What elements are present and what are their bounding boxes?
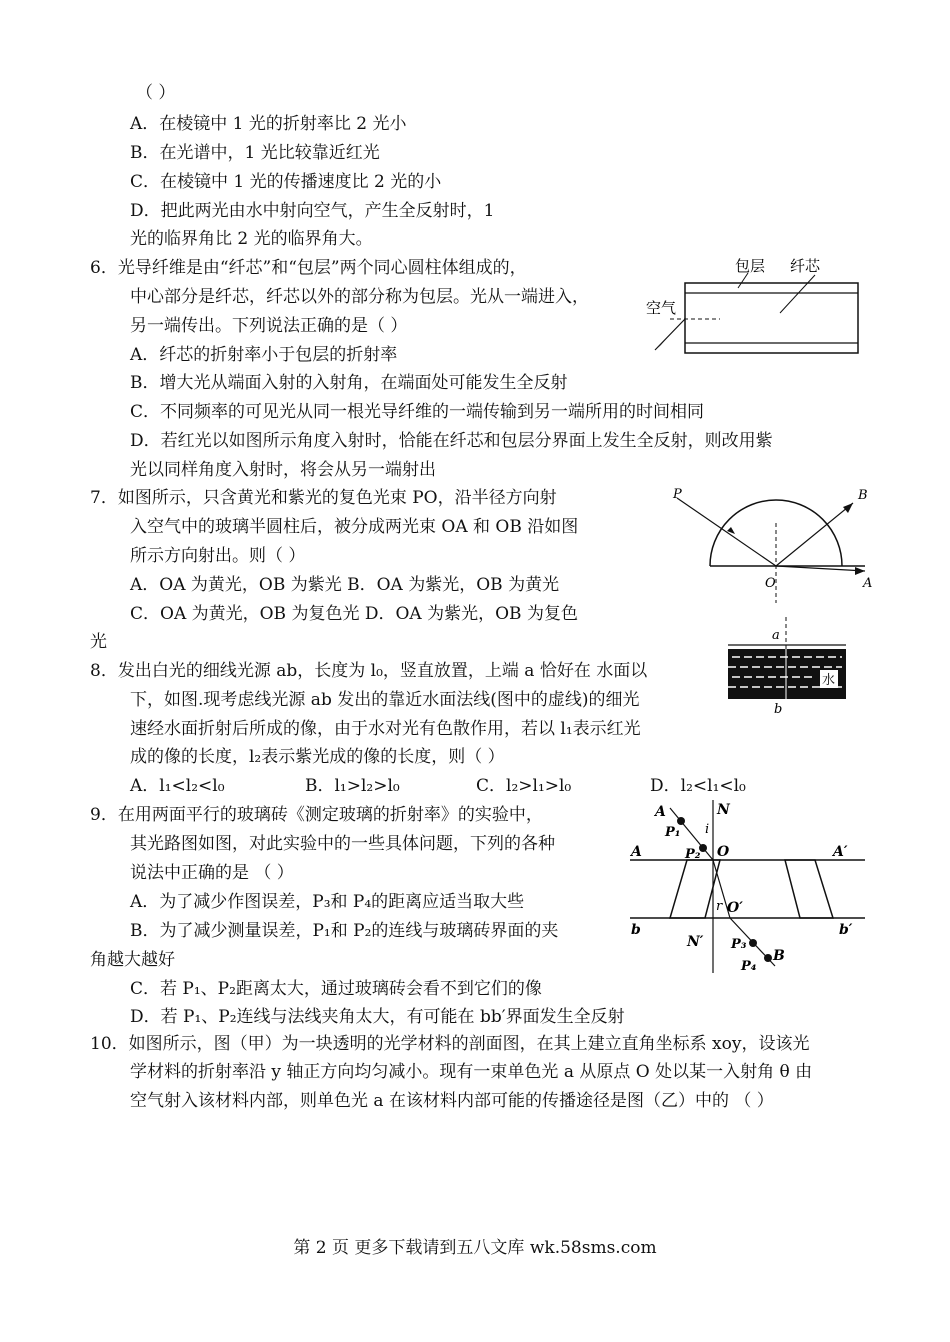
glass-label-P4: P₄ — [741, 959, 757, 974]
glass-label-N-prime: N′ — [687, 934, 704, 950]
q9-stem-line2: 其光路图如图，对此实验中的一些具体问题，下列的各种 — [130, 834, 555, 854]
ray-PO — [677, 498, 776, 566]
q8-option-d: D．l₂<l₁<l₀ — [650, 776, 746, 796]
q8-option-b: B．l₁>l₂>l₀ — [305, 776, 400, 796]
semicylinder-label-B: B — [858, 488, 868, 503]
q5-option-b: B．在光谱中，1 光比较靠近红光 — [130, 143, 380, 163]
q6-stem-line2: 中心部分是纤芯，纤芯以外的部分称为包层。光从一端进入， — [130, 287, 589, 307]
q5-option-c: C．在棱镜中 1 光的传播速度比 2 光的小 — [130, 172, 442, 192]
q7-stem-line2: 入空气中的玻璃半圆柱后，被分成两光束 OA 和 OB 沿如图 — [130, 517, 579, 537]
q9-option-a: A．为了减少作图误差，P₃和 P₄的距离应适当取大些 — [130, 892, 525, 912]
q9-option-b-line2: 角越大越好 — [90, 950, 175, 970]
q5-option-a: A．在棱镜中 1 光的折射率比 2 光小 — [130, 114, 407, 134]
q8-stem-line1: 8．发出白光的细线光源 ab，长度为 l₀，竖直放置，上端 a 恰好在 水面以 — [90, 661, 648, 681]
glass-label-A-left: A — [631, 844, 642, 860]
pin-P3 — [749, 939, 757, 947]
q6-option-b: B．增大光从端面入射的入射角，在端面处可能发生全反射 — [130, 373, 568, 393]
q6-option-a: A．纤芯的折射率小于包层的折射率 — [130, 345, 398, 365]
cladding-pointer-line — [738, 273, 748, 288]
q7-options-cd-tail: 光 — [90, 632, 107, 652]
optical-fiber-figure — [640, 255, 870, 360]
q9-option-c: C．若 P₁、P₂距离太大，通过玻璃砖会看不到它们的像 — [130, 979, 542, 999]
q9-option-b-line1: B．为了减少测量误差，P₁和 P₂的连线与玻璃砖界面的夹 — [130, 921, 559, 941]
glass-label-A-top: A — [655, 804, 666, 820]
q7-stem-line1: 7．如图所示，只含黄光和紫光的复色光束 PO，沿半径方向射 — [90, 488, 557, 508]
incident-ray-arrowhead — [658, 338, 667, 348]
q8-option-c: C．l₂>l₁>l₀ — [476, 776, 572, 796]
glass-label-r: r — [716, 899, 723, 914]
glass-label-b-prime: b′ — [839, 922, 853, 938]
line-source-label-b: b — [774, 702, 783, 715]
fiber-label-cladding: 包层 — [735, 257, 766, 275]
q8-stem-line4: 成的像的长度，l₂表示紫光成的像的长度，则（ ） — [130, 747, 505, 767]
water-line-source-figure — [726, 615, 848, 715]
q8-option-a: A．l₁<l₂<l₀ — [130, 776, 225, 796]
q10-stem-line2: 学材料的折射率沿 y 轴正方向均匀减小。现有一束单色光 a 从原点 O 处以某一入射角 θ 由 — [130, 1062, 813, 1082]
glass-label-A-prime: A′ — [833, 844, 848, 860]
q6-stem-line1: 6．光导纤维是由“纤芯”和“包层”两个同心圆柱体组成的， — [90, 258, 527, 278]
q10-stem-line3: 空气射入该材料内部，则单色光 a 在该材料内部可能的传播途径是图（乙）中的 （ ） — [130, 1091, 774, 1111]
q7-stem-line3: 所示方向射出。则（ ） — [130, 546, 306, 566]
q6-option-d-line2: 光以同样角度入射时，将会从另一端射出 — [130, 460, 436, 480]
pin-P4 — [764, 954, 772, 962]
q7-options-ab: A．OA 为黄光，OB 为紫光 B．OA 为紫光，OB 为黄光 — [130, 575, 560, 595]
glass-block-right-end — [785, 860, 833, 918]
fiber-label-core: 纤芯 — [790, 257, 821, 275]
q9-stem-line3: 说法中正确的是 （ ） — [130, 863, 294, 883]
q10-stem-line1: 10．如图所示，图（甲）为一块透明的光学材料的剖面图，在其上建立直角坐标系 xoy，设该光 — [90, 1034, 810, 1054]
q8-stem-line3: 速经水面折射后所成的像，由于水对光有色散作用，若以 l₁表示红光 — [130, 719, 641, 739]
q6-option-d-line1: D．若红光以如图所示角度入射时，恰能在纤芯和包层分界面上发生全反射，则改用紫 — [130, 431, 773, 451]
semicylinder-label-P: P — [673, 487, 682, 502]
q5-option-d-line2: 光的临界角比 2 光的临界角大。 — [130, 229, 373, 249]
glass-label-N: N — [717, 802, 730, 818]
semicylinder-figure — [665, 483, 880, 608]
glass-label-O: O — [717, 844, 730, 860]
q8-stem-line2: 下，如图.现考虑线光源 ab 发出的靠近水面法线(图中的虚线)的细光 — [130, 690, 640, 710]
incident-ray — [655, 319, 685, 350]
fiber-label-air: 空气 — [646, 299, 677, 317]
semicylinder-label-O: O — [765, 576, 776, 591]
q5-option-d-line1: D．把此两光由水中射向空气，产生全反射时，1 — [130, 201, 495, 221]
page-footer: 第 2 页 更多下载请到五八文库 wk.58sms.com — [293, 1238, 657, 1258]
glass-label-O-prime: O′ — [727, 900, 743, 916]
glass-label-P1: P₁ — [665, 825, 681, 840]
glass-label-P3: P₃ — [731, 937, 747, 952]
ray-OB-arrowhead — [843, 503, 853, 513]
q5-answer-paren: （ ） — [136, 83, 176, 103]
glass-label-P2: P₂ — [685, 847, 701, 862]
q7-options-cd: C．OA 为黄光，OB 为复色光 D．OA 为紫光，OB 为复色 — [130, 604, 578, 624]
semicylinder-label-A: A — [863, 576, 873, 591]
ray-OA-arrowhead — [855, 567, 865, 575]
q9-stem-line1: 9．在用两面平行的玻璃砖《测定玻璃的折射率》的实验中， — [90, 805, 543, 825]
pin-P1 — [677, 817, 685, 825]
line-source-label-a: a — [772, 628, 780, 643]
glass-label-i: i — [705, 822, 710, 837]
water-label: 水 — [822, 673, 836, 688]
glass-label-B: B — [773, 948, 785, 964]
q9-option-d: D．若 P₁、P₂连线与法线夹角太大，有可能在 bb′界面发生全反射 — [130, 1007, 625, 1027]
q6-stem-line3: 另一端传出。下列说法正确的是（ ） — [130, 316, 408, 336]
q6-option-c: C．不同频率的可见光从同一根光导纤维的一端传输到另一端所用的时间相同 — [130, 402, 705, 422]
glass-block-figure — [625, 798, 870, 978]
core-pointer-line — [780, 275, 815, 313]
glass-label-b-left: b — [631, 922, 641, 938]
